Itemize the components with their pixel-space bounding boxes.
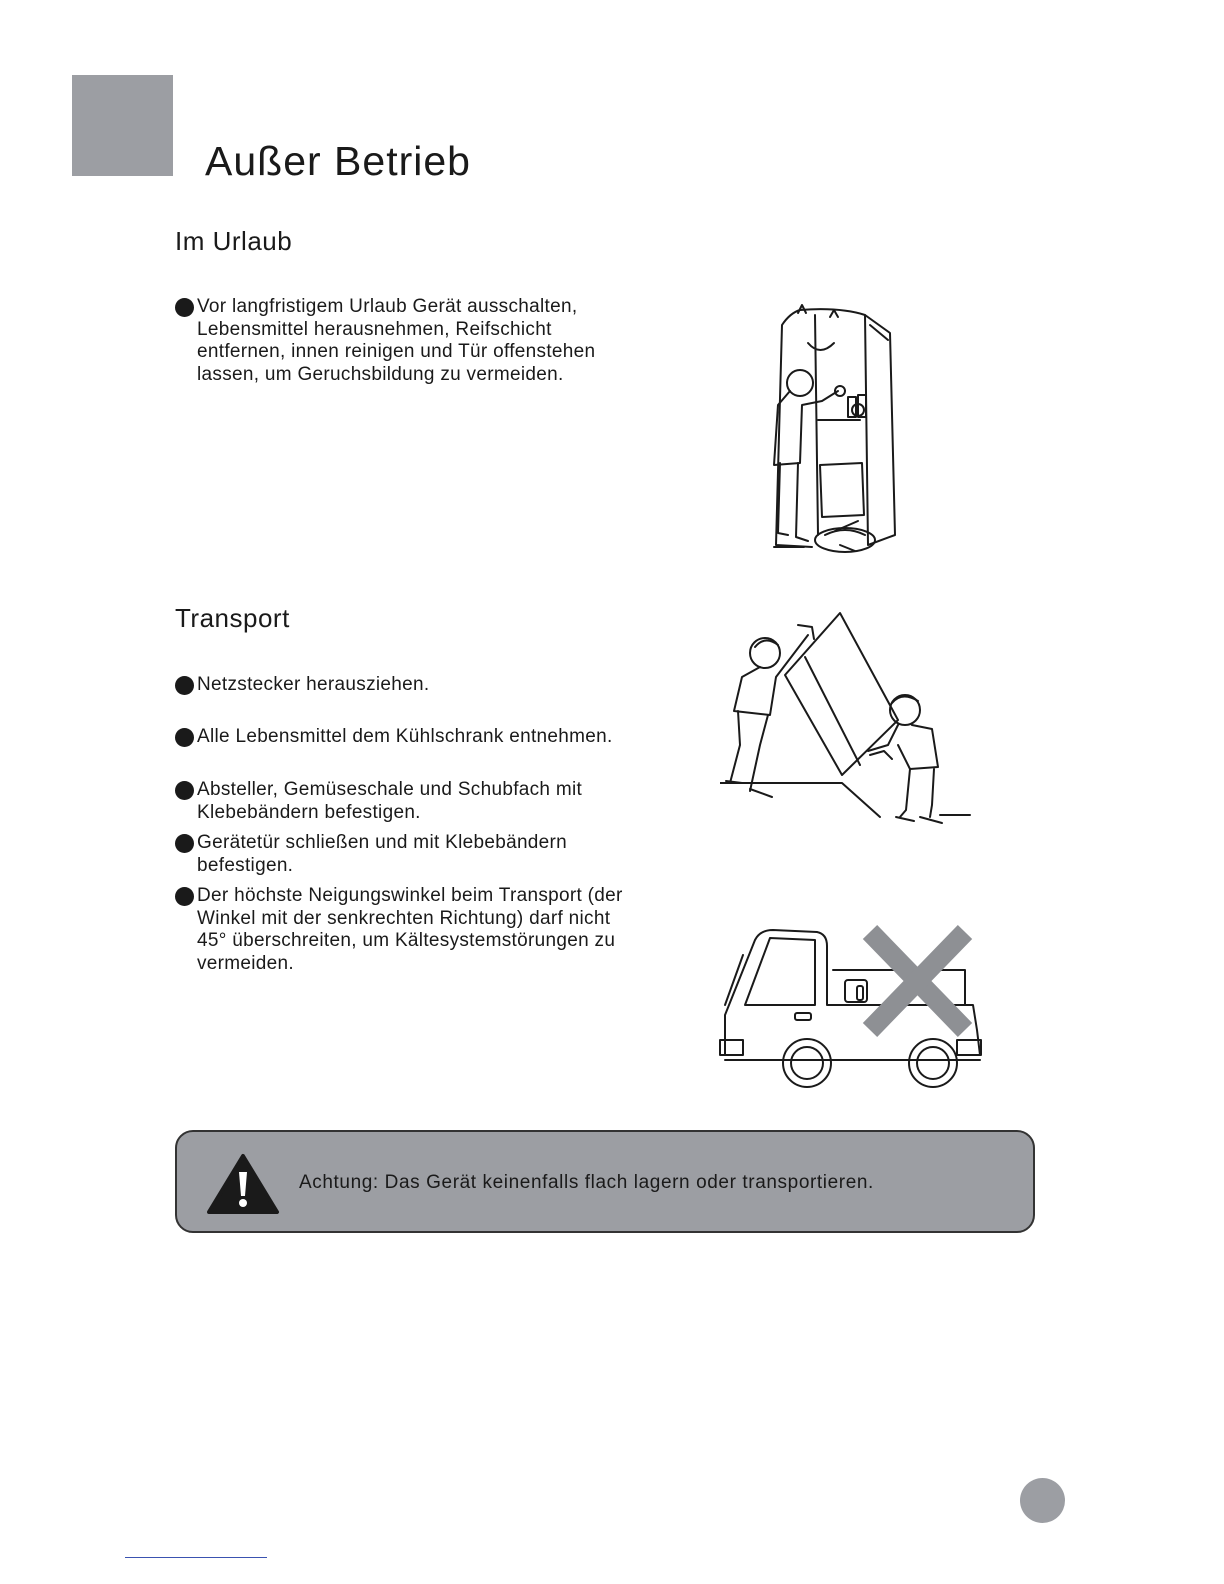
list-item [175, 832, 635, 877]
warning-text: Achtung: Das Gerät keinenfalls flach lagern oder transportieren. [299, 1172, 874, 1193]
transport-bullet-text: Absteller, Gemüseschale und Schubfach mit Klebebändern befestigen. [197, 779, 583, 823]
page-number-marker [1020, 1478, 1065, 1523]
page-title: Außer Betrieb [205, 138, 471, 184]
section-marker-block [72, 75, 173, 176]
truck-flat-transport-illustration [715, 920, 990, 1095]
transport-bullet-text: Netzstecker herausziehen. [197, 674, 430, 695]
list-item [175, 885, 635, 975]
list-item [175, 296, 635, 386]
list-item [175, 779, 635, 824]
transport-bullet-text: Gerätetür schließen und mit Klebebändern befestigen. [197, 832, 568, 876]
bullet-icon [175, 728, 194, 747]
bullet-icon [175, 887, 194, 906]
vacation-bullet-text: Vor langfristigem Urlaub Gerät ausschalten, Lebensmittel herausnehmen, Reifschicht entfernen, innen reinigen und Tür offenstehen lassen, um Geruchsbildung zu vermeiden. [197, 296, 596, 385]
list-item [175, 726, 635, 749]
bullet-icon [175, 298, 194, 317]
transport-heading: Transport [175, 603, 290, 633]
warning-triangle-icon [205, 1152, 281, 1216]
carrying-fridge-illustration [720, 605, 975, 835]
vacation-heading: Im Urlaub [175, 226, 293, 256]
fridge-cleaning-illustration [760, 295, 910, 565]
transport-bullet-text: Alle Lebensmittel dem Kühlschrank entnehmen. [197, 726, 613, 747]
bullet-icon [175, 834, 194, 853]
bullet-icon [175, 781, 194, 800]
bullet-icon [175, 676, 194, 695]
warning-box [175, 1130, 1035, 1233]
transport-bullet-text: Der höchste Neigungswinkel beim Transport (der Winkel mit der senkrechten Richtung) darf nicht 45° überschreiten, um Kältesystemstörungen zu vermeiden. [197, 885, 623, 974]
footer-rule [125, 1557, 267, 1558]
list-item [175, 674, 635, 697]
